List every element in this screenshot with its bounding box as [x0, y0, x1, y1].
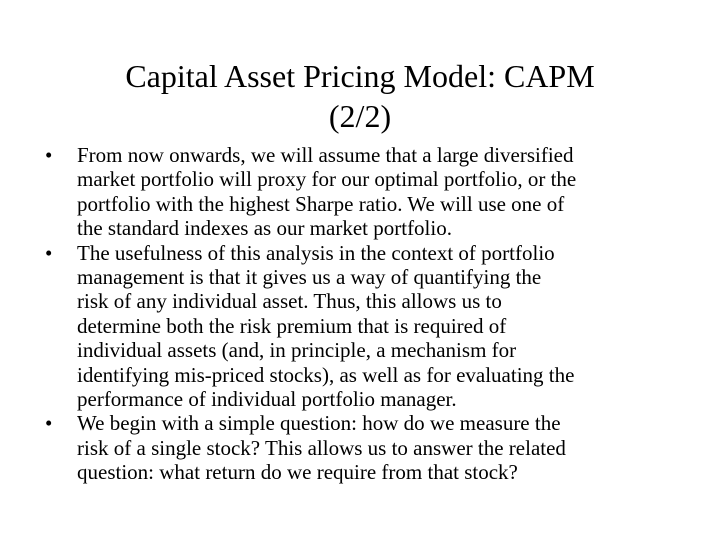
bullet-text-line: The usefulness of this analysis in the context of portfolio — [77, 240, 555, 265]
bullet-text-line: determine both the risk premium that is required of — [77, 313, 507, 338]
bullet-dot-icon: • — [45, 411, 53, 436]
slide-title-line: Capital Asset Pricing Model: CAPM — [125, 58, 595, 94]
bullet-item — [28, 143, 668, 241]
bullet-text-line: risk of any individual asset. Thus, this allows us to — [77, 289, 502, 314]
bullet-text-line: market portfolio will proxy for our optimal portfolio, or the — [77, 167, 577, 192]
bullet-dot-icon: • — [45, 143, 53, 167]
bullet-item — [28, 411, 668, 484]
slide-title-line: (2/2) — [328, 98, 392, 134]
bullet-text-line: identifying mis-priced stocks), as well as for evaluating the — [77, 362, 575, 387]
bullet-text-line: portfolio with the highest Sharpe ratio. We will use one of — [77, 191, 565, 216]
bullet-text-line: From now onwards, we will assume that a large diversified — [77, 143, 574, 167]
bullet-text-line: performance of individual portfolio manager. — [77, 387, 457, 412]
bullet-text-line: We begin with a simple question: how do we measure the — [77, 411, 561, 436]
bullet-text-line: the standard indexes as our market portfolio. — [77, 216, 452, 241]
bullet-list — [28, 143, 668, 485]
bullet-text-line: question: what return do we require from that stock? — [77, 460, 518, 485]
bullet-text-line: risk of a single stock? This allows us to answer the related — [77, 435, 566, 460]
bullet-item — [28, 241, 668, 412]
slide-title — [60, 56, 660, 136]
bullet-dot-icon: • — [45, 240, 53, 265]
bullet-text-line: management is that it gives us a way of quantifying the — [77, 265, 542, 290]
bullet-text-line: individual assets (and, in principle, a mechanism for — [77, 338, 517, 363]
